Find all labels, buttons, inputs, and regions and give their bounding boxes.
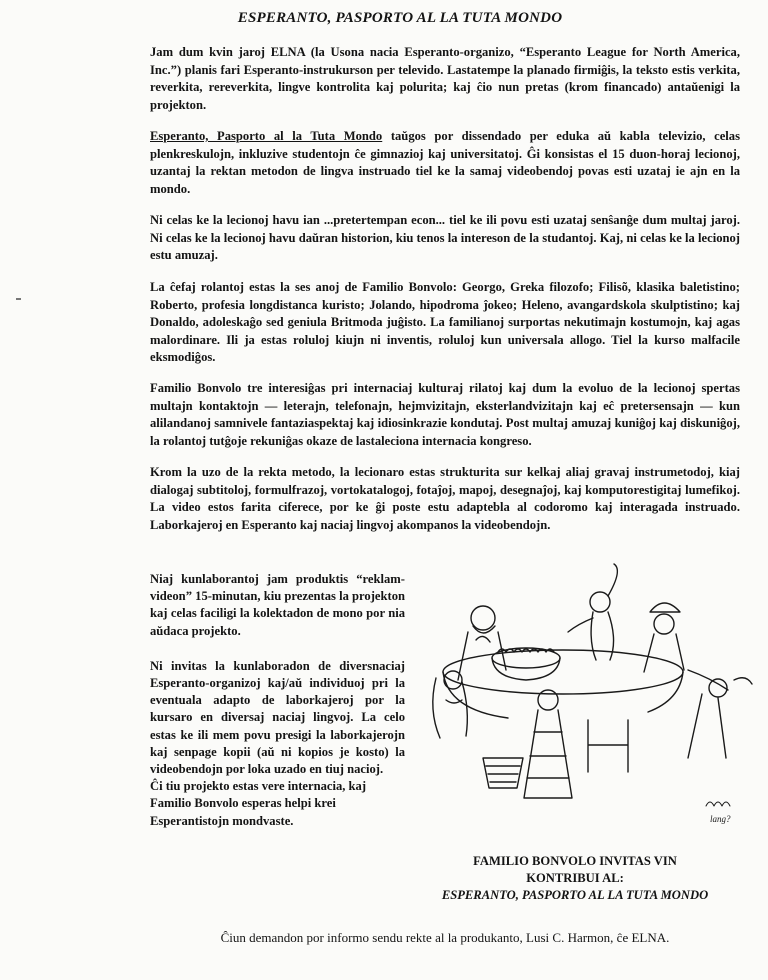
- characters-paragraph: La ĉefaj rolantoj estas la ses anoj de Familio Bonvolo: Georgo, Greka filozofo; Filisõ, klasika baletistino; Roberto, profesia longdistanca kuristo; Jolando, hipodroma ĵokeo; Heleno, avangardskola skulptistino; kaj Donaldo, adoleskaĝo sed geniula Britmoda juĝisto. La familianoj surportas nekutimajn kostumojn, kaj agas malordinare. Ili ja estas roluloj kiujn ni inventis, roluloj kun universala allogo. Tiel la kurso malfacile eksmodiĝos.: [150, 280, 740, 364]
- illustration-signature: lang?: [710, 814, 731, 824]
- international-paragraph: Ĉi tiu projekto estas vere internacia, kaj Familio Bonvolo esperas helpi krei Esperantistojn mondvaste.: [150, 779, 367, 828]
- intro-paragraph: Jam dum kvin jaroj ELNA (la Usona nacia Esperanto-organizo, “Esperanto League for North America, Inc.”) planis fari Esperanto-instrukurson per televido. Lastatempe la planado firmiĝis, la teksto estis verkita, reverkita, rereverkita, lingve kontrolita kaj polurita; kaj ĉio nun pretas (krom financado) antaŭenigi la projekton.: [150, 45, 740, 112]
- course-description-paragraph: [150, 128, 740, 198]
- invitation-line-1: FAMILIO BONVOLO INVITAS VIN: [473, 854, 677, 868]
- page-title: ESPERANTO, PASPORTO AL LA TUTA MONDO: [237, 10, 563, 26]
- family-illustration: [388, 560, 758, 830]
- invitation-line-2: KONTRIBUI AL:: [526, 871, 624, 885]
- invitation-block: [420, 853, 730, 904]
- contact-footer: Ĉiun demandon por informo sendu rekte al la produkanto, Lusi C. Harmon, ĉe ELNA.: [220, 930, 670, 945]
- course-description-text: taŭgos por dissendado per eduka aŭ kabla televizio, celas plenkreskulojn, inkluzive studentojn ĉe gimnazioj kaj universitatoj. Ĝi konsistas el 15 duon-horaj lecionoj, uzantaj la rektan metodon de lingva instruado tiel ke la samaj videobendoj povas esti uzataj ie ajn en la mondo.: [150, 129, 741, 196]
- invitation-course-title: ESPERANTO, PASPORTO AL LA TUTA MONDO: [441, 888, 709, 902]
- margin-mark: [16, 298, 21, 300]
- family-contacts-paragraph: Familio Bonvolo tre interesiĝas pri internaciaj kulturaj rilatoj kaj dum la evoluo de la lecionoj spertas multajn kontaktojn — leterajn, telefonajn, hejmvizitajn, eksterlandvizitajn kaj eĉ pretersensajn — kun alilandanoj samnivele fantaziaspektaj kaj idiosinkrazie kondutaj. Post multaj amuzaj kuniĝoj kaj diskuniĝoj, la rolantoj tutĝoje rekuniĝas okaze de lastaleciona internacia kongreso.: [150, 381, 740, 448]
- methods-paragraph: Krom la uzo de la rekta metodo, la lecionaro estas strukturita sur kelkaj aliaj gravaj instrumetodoj, kiaj dialogaj subtitoloj, formulfrazoj, vortokatalogoj, fotaĵoj, mapoj, desegnaĵoj, kaj komputorestigitaj lumefikoj. La video estos farita ciferece, por ke ĝi poste estu adaptebla al codoromo kaj interagada instruado. Laborkajeroj en Esperanto kaj naciaj lingvoj akompanos la videobendojn.: [150, 465, 740, 532]
- course-title-underlined: Esperanto, Pasporto al la Tuta Mondo: [150, 129, 383, 143]
- goals-paragraph: Ni celas ke la lecionoj havu ian ...pretertempan econ... tiel ke ili povu esti uzataj senŝanĝe dum multaj jaroj. Ni celas ke la lecionoj havu daŭran historion, kiu tenos la intereson de la studantoj. Kaj, ni celas ke la lecionoj estu amuzaj.: [150, 213, 740, 262]
- left-column-text: [150, 571, 405, 848]
- promo-video-paragraph: Niaj kunlaborantoj jam produktis “reklam-videon” 15-minutan, kiu prezentas la projekton kaj celas faciligi la kolektadon de mono por nia aŭdaca projekto.: [150, 572, 405, 638]
- collaboration-paragraph: Ni invitas la kunlaboradon de diversnaciaj Esperanto-organizoj kaj/aŭ individuoj pri la eventuala adapto de laborkajeroj por la kursaro en diversaj naciaj lingvoj. La celo estas ke ili mem povu presigi la laborkajerojn kaj senpage kopii (aŭ ni kopios je kosto) la videobendojn por loka uzado en tiuj nacioj.: [150, 658, 405, 777]
